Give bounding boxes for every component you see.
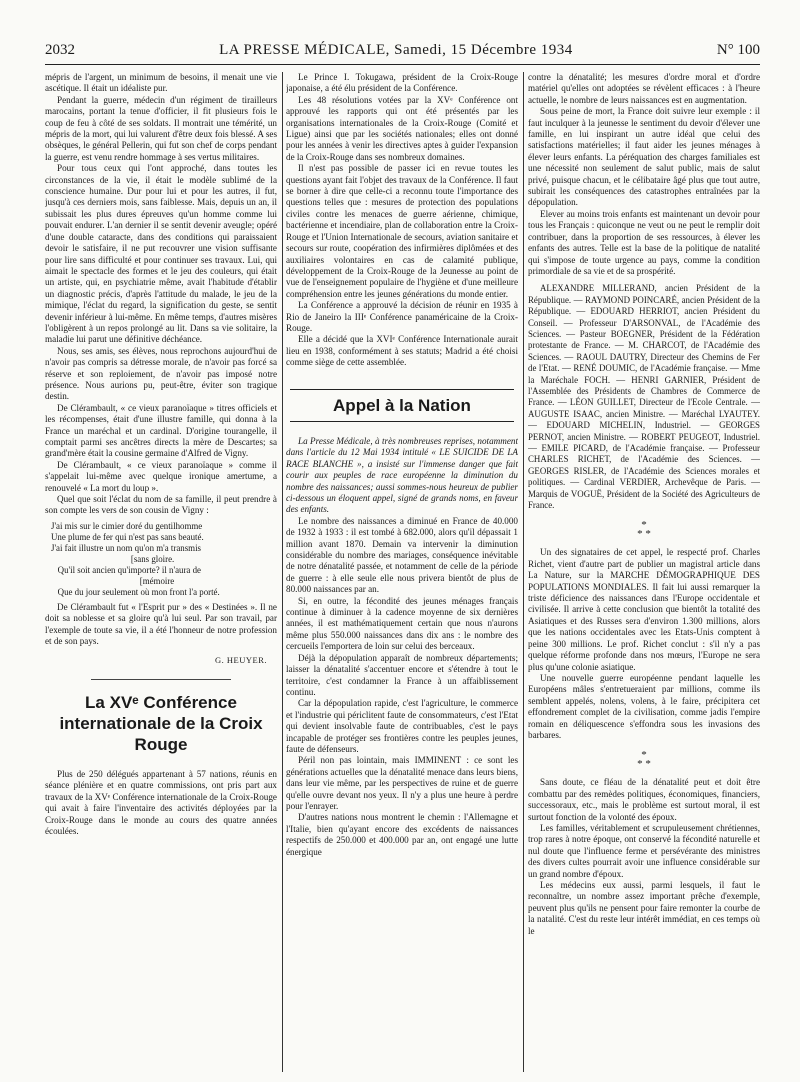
paragraph: contre la dénatalité; les mesures d'ordre moral et d'ordre matériel qu'elles ont adoptées se révèlent efficaces : à l'heure actuelle, le nombre de leurs naissances est en augmentation. — [528, 72, 760, 105]
paragraph: Si, en outre, la fécondité des jeunes ménages français continue à diminuer à la cadence moyenne de six dernières années, il est mathématiquement certain que nous n'aurons même plus 550.000 naissances dans dix ans : le nombre des cercueils l'emportera de loin sur celui des berceaux. — [286, 595, 518, 652]
verse-line: [sans gloire. — [51, 553, 175, 564]
verse-line: J'ai fait illustre un nom qu'on m'a transmis — [51, 542, 201, 553]
column-rule — [523, 72, 524, 1072]
paragraph: Un des signataires de cet appel, le respecté prof. Charles Richet, vient d'autre part de publier un magistral article dans La Nature, sur la MARCHE DÉMOGRAPHIQUE DES POPULATIONS MONDIALES. Il fait lui aussi remarquer la triste déficience des naissances dans l'Europe occidentale et civilisée. Il arrive à cette conclusion que bientôt la totalité des Asiatiques et des Russes sera d'environ 1.300 millions, alors que les nations occidentales avec les Etats-Unis comptent à peine 300 millions. Le prof. Richet conclut : s'il n'y a pas quelque réforme profonde dans nos mœurs, l'Europe ne sera plus qu'une colonie asiatique. — [528, 547, 760, 672]
page-header — [45, 42, 760, 65]
paragraph: Une nouvelle guerre européenne pendant laquelle les Européens mâles s'entretueraient par millions, comme ils semblent appelés, nolens, volens, à le faire, précipitera cet effondrement complet de la civilisation, comme jadis l'empire romain en déliquescence s'effondra sous les invasions des barbares. — [528, 672, 760, 740]
paragraph: De Clérambault fut « l'Esprit pur » des « Destinées ». Il ne doit sa noblesse et sa gloire qu'à lui seul. Par son travail, par l'exemple de toute sa vie, il a été l'honneur de notre profession et de son pays. — [45, 601, 277, 647]
paragraph: Sans doute, ce fléau de la dénatalité peut et doit être combattu par des remèdes politiques, économiques, financiers, successoraux, etc., mais le problème est surtout moral, il est surtout fonction de la volonté des époux. — [528, 777, 760, 822]
verse-line: Que du jour seulement où mon front l'a porté. — [51, 586, 220, 597]
paragraph: De Clérambault, « ce vieux paranoïaque » titres officiels et les récompenses, était d'une illustre famille, qui donna à la France un maréchal et un cardinal. D'origine tourangelle, il comptait parmi ses ancêtres directs la mère de Descartes; sa grand'mère était la cousine germaine d'Alfred de Vigny. — [45, 402, 277, 459]
editorial-intro: La Presse Médicale, à très nombreuses reprises, notamment dans l'article du 12 Mai 1934 intitulé « LE SUICIDE DE LA RACE BLANCHE », a insisté sur l'immense danger que fait courir aux peuples de race européenne la diminution du nombre des naissances; aussi sommes-nous heureux de publier ci-dessous un éloquent appel, signé de grands noms, en faveur des enfants. — [286, 435, 518, 515]
signatories-list: ALEXANDRE MILLERAND, ancien Président de la République. — RAYMOND POINCARÉ, ancien Président de la République. — EDOUARD HERRIOT, ancien Président du Conseil. — Professeur D'ARSONVAL, de l'Académie des Sciences. — Pasteur BOEGNER, Président de la Fédération protestante de France. — M. CHARCOT, de l'Académie des Sciences. — RAOUL DAUTRY, Directeur des Chemins de Fer de l'Etat. — RENÉ DOUMIC, de l'Académie française. — Mme la Maréchale FOCH. — HENRI GARNIER, Président de l'Assemblée des Présidents de Chambres de Commerce de France. — LÉON GUILLET, Directeur de l'Ecole Centrale. — AUGUSTE ISAAC, ancien Ministre. — Maréchal LYAUTEY. — EDOUARD MICHELIN, Industriel. — GEORGES PERNOT, ancien Ministre. — ROBERT PEUGEOT, Industriel. — EMILE PICARD, de l'Académie française. — Professeur CHARLES RICHET, de l'Académie des Sciences. — GEORGES RISLER, de l'Académie des Sciences morales et politiques. — Cardinal VERDIER, Archevêque de Paris. — Marquis de VOGUË, Président de la Société des Agriculteurs de France. — [528, 283, 760, 511]
paragraph: Nous, ses amis, ses élèves, nous reprochons aujourd'hui de n'avoir pas compris sa détresse morale, de n'avoir pas forcé sa réserve et son reploiement, de n'avoir pas imposé notre présence. Nous aurions pu, peut-être, éviter son tragique destin. — [45, 345, 277, 402]
column-2 — [286, 72, 518, 1072]
divider — [91, 679, 230, 680]
paragraph: Les médecins eux aussi, parmi lesquels, il faut le reconnaître, un nombre assez important prêche d'exemple, peuvent plus qu'ils ne pensent pour faire remonter la courbe de la natalité. C'est du reste leur intérêt immédiat, en ces temps où le — [528, 880, 760, 936]
column-3 — [528, 72, 760, 1072]
paragraph: Plus de 250 délégués appartenant à 57 nations, réunis en séance plénière et en quatre commissions, ont pris part aux travaux de la XVᵉ Conférence internationale de la Croix-Rouge qui avait à faire l'inventaire des activités déployées par la Croix-Rouge dans le monde au cours des quatre années écoulées. — [45, 768, 277, 836]
issue-number: N° 100 — [716, 42, 760, 58]
paragraph: La Conférence a approuvé la décision de réunir en 1935 à Rio de Janeiro la IIIᵉ Conférence panaméricaine de la Croix-Rouge. — [286, 300, 518, 333]
author-signature: G. HEUYER. — [215, 655, 267, 666]
article-title: Appel à la Nation — [290, 389, 514, 422]
star-glyph: * * — [637, 528, 651, 541]
verse-line: Une plume de fer qui n'est pas sans beauté. — [51, 531, 204, 542]
paragraph: Car la dépopulation rapide, c'est l'agriculture, le commerce et l'industrie qui périclitent faute de consommateurs, c'est l'Etat qui devient insolvable faute de contribuables, c'est le pays incapable de protéger ses frontières contre les peuples jeunes, faute de défenseurs. — [286, 698, 518, 754]
paragraph: Elever au moins trois enfants est maintenant un devoir pour tous les Français : quiconque ne veut ou ne peut le remplir doit contribuer, dans la proportion de ses ressources, à élever les enfants des autres. Telle est la base de la politique de natalité qui s'impose de toute urgence au pays, comme la condition primordiale de sa vie et de sa prospérité. — [528, 208, 760, 276]
article-title: La XVᵉ Conférence internationale de la Croix Rouge — [59, 692, 263, 754]
paragraph: Déjà la dépopulation apparaît de nombreux départements; laisser la dénatalité s'accentuer encore et s'étendre à tout le territoire, c'est condamner la France à un affaiblissement continu. — [286, 652, 518, 697]
paragraph: Elle a décidé que la XVIᵉ Conférence Internationale aurait lieu en 1938, conformément à ses statuts; Madrid a été choisi comme siège de cette assemblée. — [286, 334, 518, 368]
star-glyph: * — [641, 519, 647, 532]
paragraph: Le nombre des naissances a diminué en France de 40.000 de 1932 à 1933 : il est tombé à 682.000, alors qu'il dépassait 1 million avant 1870. Demain va intervenir la diminution considérable du nombre des mariages, conséquence inévitable de notre dénatalité passée, et notamment de celle de la période de guerre : à elle seule elle nous privera bientôt de plus de 80.000 naissances par an. — [286, 515, 518, 595]
paragraph: Le Prince I. Tokugawa, président de la Croix-Rouge japonaise, a été élu président de la Conférence. — [286, 72, 518, 94]
paragraph: Pour tous ceux qui l'ont approché, dans toutes les circonstances de la vie, il était le modèle sublimé de la conscience humaine. Dur pour lui et pour les autres, il fut, jusqu'à ces derniers mois, sans faiblesse. Mais, depuis un an, il subissait les plus dures épreuves qu'un homme comme lui pouvait endurer. L'an dernier il se sentit devenir aveugle; opéré d'une double cataracte, dans des conditions qui paraissaient devoir le satisfaire, il ne put recouvrer une vision suffisante pour lire sans difficulté et pour continuer ses travaux. Lui, qui aimait le spectacle des formes et le jeu des couleurs, qui était un artiste, qui, en psychiatrie même, avait l'habitude d'établir un diagnostic précis, d'après l'attitude du malade, le jeu de la mimique, l'éclat du regard, la signification du geste, se sentit devenir inférieur à lui-même. En même temps, d'autres misères l'obligèrent à un repos prolongé au lit. Dans sa vie solitaire, la maladie lui parut une définitive déchéance. — [45, 163, 277, 345]
column-rule — [282, 72, 283, 1072]
verse-line: [mémoire — [51, 575, 175, 586]
column-1 — [45, 72, 277, 1072]
paragraph: Sous peine de mort, la France doit suivre leur exemple : il faut inculquer à la jeunesse le sentiment du devoir d'élever une famille, en lui inspirant un autre idéal que celui des satisfactions matérielles; il faut aider les jeunes ménages à élever leurs enfants. La péréquation des charges familiales est une nécessité non seulement de salut public, mais de salut privé, puisque chacun, et le célibataire âgé plus que tout autre, subirait les conséquences des catastrophes entraînées par la dépopulation. — [528, 106, 760, 208]
paragraph: Il n'est pas possible de passer ici en revue toutes les questions ayant fait l'objet des travaux de la Conférence. Il faut se borner à dire que celle-ci a reconnu toute l'importance des questions telles que : mesures de protection des populations civiles contre les menaces de guerre aérienne, chimique, bactérienne et incendiaire, plan de collaboration entre la Croix-Rouge et l'Union Internationale de secours, aviation sanitaire et secours sur route, coopération des infirmières diplômées et des auxiliaires volontaires en cas de calamité publique, développement de la Croix-Rouge de la Jeunesse au point de vue de l'enseignement populaire de l'hygiène et d'une meilleure compréhension entre les jeunes générations du monde entier. — [286, 163, 518, 299]
star-glyph: * — [641, 749, 647, 762]
paragraph: Les 48 résolutions votées par la XVᵉ Conférence ont approuvé les rapports qui ont été présentés par les organisations internationales de la Croix-Rouge (Comité et Ligue) ainsi que par les sociétés nationales; elles ont donné pour les années à venir les directives aptes à guider l'expansion de la Croix-Rouge dans ses nombreux domaines. — [286, 94, 518, 162]
paragraph: Les familles, véritablement et scrupuleusement chrétiennes, trop rares à notre époque, ont conservé la fécondité naturelle et nul doute que l'influence ferme et persévérante des ministres des divers cultes pourrait avoir une influence considérable sur un grand nombre d'époux. — [528, 822, 760, 879]
section-separator — [528, 521, 760, 539]
paragraph: Pendant la guerre, médecin d'un régiment de tirailleurs marocains, portant la tenue d'officier, il fit plusieurs fois le coup de feu à côté de ses soldats. Il montrait une témérité, un mépris de la mort, qui lui valurent d'être deux fois blessé. A ses obsèques, le général Pellerin, qui fut son chef de corps pendant la guerre, est venu rendre hommage à ses vertus militaires. — [45, 94, 277, 162]
paragraph: Quel que soit l'éclat du nom de sa famille, il peut prendre à son compte les vers de son cousin de Vigny : — [45, 494, 277, 516]
paragraph: D'autres nations nous montrent le chemin : l'Allemagne et l'Italie, bien qu'ayant encore des excédents de naissances respectifs de 250.000 et 400.000 par an, ont engagé une lutte énergique — [286, 812, 518, 857]
star-glyph: * * — [637, 758, 651, 771]
section-separator — [528, 751, 760, 769]
masthead: LA PRESSE MÉDICALE, Samedi, 15 Décembre 1934 — [219, 42, 573, 58]
verse-line: J'ai mis sur le cimier doré du gentilhomme — [51, 520, 203, 531]
paragraph: De Clérambault, « ce vieux paranoïaque » comme il s'appelait lui-même avec quelque ironique amertume, a renouvelé « La mort du loup ». — [45, 459, 277, 493]
paragraph: mépris de l'argent, un minimum de besoins, il menait une vie ascétique. Il était un idéaliste pur. — [45, 72, 277, 94]
verse-quote — [51, 521, 277, 598]
verse-line: Qu'il soit ancien qu'importe? il n'aura de — [51, 564, 201, 575]
page-number: 2032 — [45, 42, 75, 58]
paragraph: Péril non pas lointain, mais IMMINENT : ce sont les générations actuelles que la dénatalité menace dans leurs biens, dans leur vie même, par les perspectives de ruine et de guerre qu'elle ouvre devant nos yeux. Il n'y a plus une heure à perdre pour l'enrayer. — [286, 755, 518, 811]
